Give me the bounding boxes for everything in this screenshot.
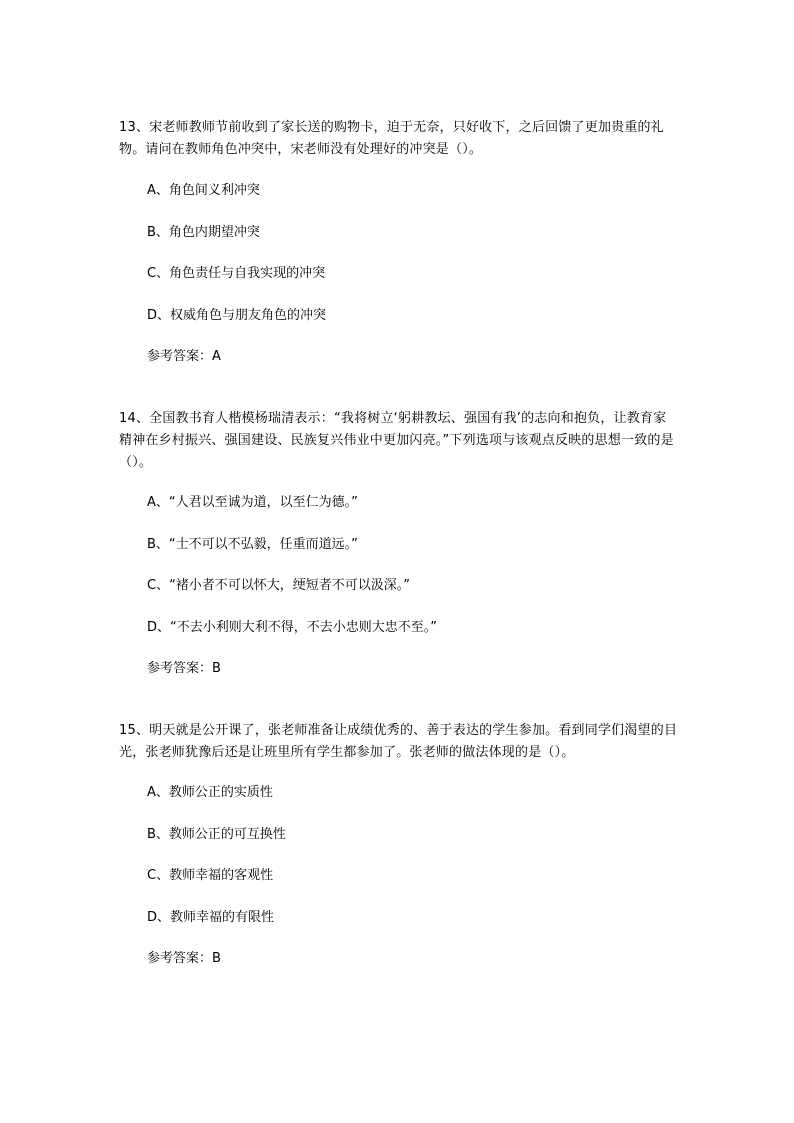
option-d: D、权威角色与朋友角色的冲突 [147,308,327,323]
option-b: B、角色内期望冲突 [147,225,260,240]
option-c: C、教师幸福的客观性 [147,868,274,883]
reference-answer: 参考答案：B [147,661,221,676]
question-14 [119,408,679,676]
question-13 [119,117,679,364]
reference-answer: 参考答案：A [147,349,221,364]
option-a: A、角色间义利冲突 [147,183,260,198]
question-stem: 13、宋老师教师节前收到了家长送的购物卡，迫于无奈，只好收下，之后回馈了更加贵重的礼物。请问在教师角色冲突中，宋老师没有处理好的冲突是（）。 [119,120,664,157]
question-15 [119,720,679,966]
reference-answer: 参考答案：B [147,951,221,966]
option-a: A、“人君以至诚为道，以至仁为德。” [147,495,358,510]
option-b: B、教师公正的可互换性 [147,827,286,842]
option-d: D、“不去小利则大利不得，不去小忠则大忠不至。” [147,620,437,635]
question-stem: 15、明天就是公开课了，张老师准备让成绩优秀的、善于表达的学生参加。看到同学们渴望的目光，张老师犹豫后还是让班里所有学生都参加了。张老师的做法体现的是（）。 [119,723,678,760]
option-c: C、“褚小者不可以怀大，绠短者不可以汲深。” [147,578,411,593]
option-a: A、教师公正的实质性 [147,785,273,800]
option-b: B、“士不可以不弘毅，任重而道远。” [147,537,358,552]
option-d: D、教师幸福的有限性 [147,910,275,925]
option-c: C、角色责任与自我实现的冲突 [147,266,326,281]
question-stem: 14、全国教书育人楷模杨瑞清表示：“我将树立‘躬耕教坛、强国有我’的志向和抱负，让教育家精神在乡村振兴、强国建设、民族复兴伟业中更加闪亮。”下列选项与该观点反映的思想一致的是（）。 [119,411,674,470]
